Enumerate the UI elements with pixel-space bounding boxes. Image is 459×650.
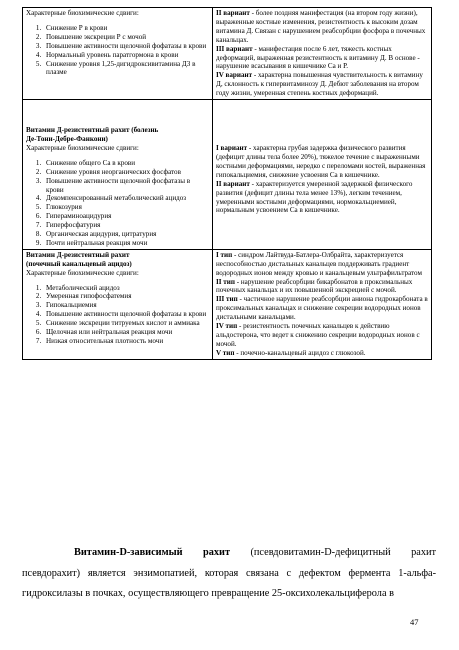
cell-title: Витамин Д-резистентный рахит (болезнь (26, 126, 159, 135)
variant-text: - синдром Лайтвуда-Батлера-Олбрайта, характеризуется неспособностью дистальных канальцев поддерживать градиент водородных ионов между кровью и канальцевым ультрафильтратом (216, 250, 422, 277)
cell-title: Витамин Д-резистентный рахит (26, 250, 130, 259)
page-number: 47 (410, 617, 419, 627)
cell-title: Де-Тони-Дебре-Фанкони) (26, 134, 108, 143)
list-item: 5. Снижение экскреции титруемых кислот и аммиака (43, 319, 209, 328)
table-row (23, 8, 432, 100)
variant-paragraph (216, 349, 428, 358)
list-item: 7. Гиперфосфатурия (43, 221, 209, 230)
variant-label: II тип (216, 277, 235, 286)
cell-subtitle: Характерные биохимические сдвиги: (26, 9, 139, 17)
list-item: 6. Щелочная или нейтральная реакция мочи (43, 328, 209, 337)
list-item: 2. Повышение экскреции Р с мочой (43, 33, 209, 42)
list-item: 2. Снижение уровня неорганических фосфатов (43, 168, 209, 177)
list-item: 4. Декомпенсированный метаболический ацидоз (43, 194, 209, 203)
list-item: 3. Повышение активности щелочной фосфатазы в крови (43, 177, 209, 195)
paragraph-bold-term: Витамин-D-зависимый рахит (74, 547, 231, 558)
list-item: 4. Нормальный уровень паратгормона в крови (43, 51, 209, 60)
cell-subtitle: Характерные биохимические сдвиги: (26, 143, 139, 152)
body-paragraph-block (22, 543, 436, 605)
list-item: 3. Гипокальциемия (43, 301, 209, 310)
variant-text: - частичное нарушение реабсорбции аниона гидрокарбоната в проксимальных канальцах и снижение секреции водородных ионов дистальными канальцами. (216, 295, 428, 322)
cell-title: (почечный канальцевый ацидоз) (26, 259, 132, 268)
paragraph-text: (псевдовитамин-D-дефицитный рахит псевдорахит) является энзимопатией, которая связана с дефектом фермента 1-альфа-гидроксилазы в почках, осуществляющего превращение 25-оксихолекальциферола в (22, 547, 436, 599)
variant-paragraph (216, 144, 428, 180)
list-item: 8. Органическая ацидурия, цитратурия (43, 230, 209, 239)
variant-paragraph (216, 45, 428, 72)
list-item: 7. Низкая относительная плотность мочи (43, 337, 209, 346)
right-cell (213, 8, 432, 100)
variant-text: - более поздняя манифестация (на втором году жизни), выраженные костные изменения, резистентность к высоким дозам витамина Д. Связан с нарушением реабсорбции фосфора в почечных канальцах. (216, 9, 426, 44)
list-item: 9. Почти нейтральная реакция мочи (43, 239, 209, 248)
variant-label: V тип (216, 348, 235, 357)
list-item: 1. Метаболический ацидоз (43, 284, 209, 293)
table-row (23, 249, 432, 359)
left-cell (23, 8, 213, 100)
variant-text: - почечно-канальцевый ацидоз с глюкозой. (234, 348, 366, 357)
list-item: 6. Гипераминоацидурия (43, 212, 209, 221)
right-cell (213, 100, 432, 250)
list-item: 4. Повышение активности щелочной фофатазы в крови (43, 310, 209, 319)
variant-paragraph (216, 278, 428, 296)
variant-paragraph (216, 322, 428, 349)
biochem-list (26, 284, 209, 346)
left-cell (23, 249, 213, 359)
variant-label: IV вариант (216, 71, 253, 80)
rickets-table (22, 7, 432, 360)
variant-text: - характеризуется умеренной задержкой физического развития (дефицит длины тела менее 13%), легким течением, умеренными костными деформациями, нормокальциемией, нормальным усвоением Са в кишечнике. (216, 179, 413, 215)
variant-paragraph (216, 71, 428, 98)
table-row (23, 100, 432, 250)
variant-text: - характерна повышенная чувствительность к витамину Д, склонность к гипервитаминозу Д. Дебют заболевания на втором году жизни, умеренная степень костных деформаций. (216, 71, 423, 98)
variant-paragraph (216, 251, 428, 278)
biochem-list (26, 159, 209, 248)
list-item: 5. Глюкозурия (43, 203, 209, 212)
list-item: 2. Умеренная гипофосфатемия (43, 292, 209, 301)
variant-label: II вариант (216, 9, 250, 17)
table-body (23, 8, 432, 360)
variant-text: - нарушение реабсорбции бикарбонатов в проксимальных почечных канальцах и их повышенной экскрецией с мочой. (216, 277, 413, 295)
variant-text: - характерна грубая задержка физического развития (дефицит длины тела более 20%), тяжелое течение с выраженными костными деформациями, нередко с переломами костей, выраженная гипокальциемия, снижение усвоения Ca в кишечнике. (216, 144, 426, 179)
variant-label: II вариант (216, 179, 250, 188)
variant-label: I тип (216, 250, 233, 259)
right-cell (213, 249, 432, 359)
list-item: 3. Повышение активности щелочной фофатазы в крови (43, 42, 209, 51)
list-item: 5. Снижение уровня 1,25-дигидроксивитамина Д3 в плазме (43, 60, 209, 78)
variant-paragraph (216, 295, 428, 322)
biochem-list (26, 24, 209, 77)
variant-label: I вариант (216, 144, 248, 153)
list-item: 1. Снижение Р в крови (43, 24, 209, 33)
left-cell (23, 100, 213, 250)
variant-paragraph (216, 9, 428, 45)
variant-text: - манифестация после 6 лет, тяжесть костных деформаций, выраженная резистентность к витамину Д. В основе - нарушение всасывания в кишечнике Ca и P. (216, 44, 420, 71)
body-paragraph (22, 543, 436, 605)
variant-paragraph (216, 180, 428, 216)
list-item: 1. Снижение общего Са в крови (43, 159, 209, 168)
variant-text: - резистентность почечных канальцев к действию альдостерона, что ведет к снижению секреции водородных ионов с мочой. (216, 322, 420, 348)
variant-label: IV тип (216, 322, 238, 331)
variant-label: III тип (216, 295, 238, 304)
cell-subtitle: Характерные биохимические сдвиги: (26, 268, 139, 277)
variant-label: III вариант (216, 44, 253, 53)
